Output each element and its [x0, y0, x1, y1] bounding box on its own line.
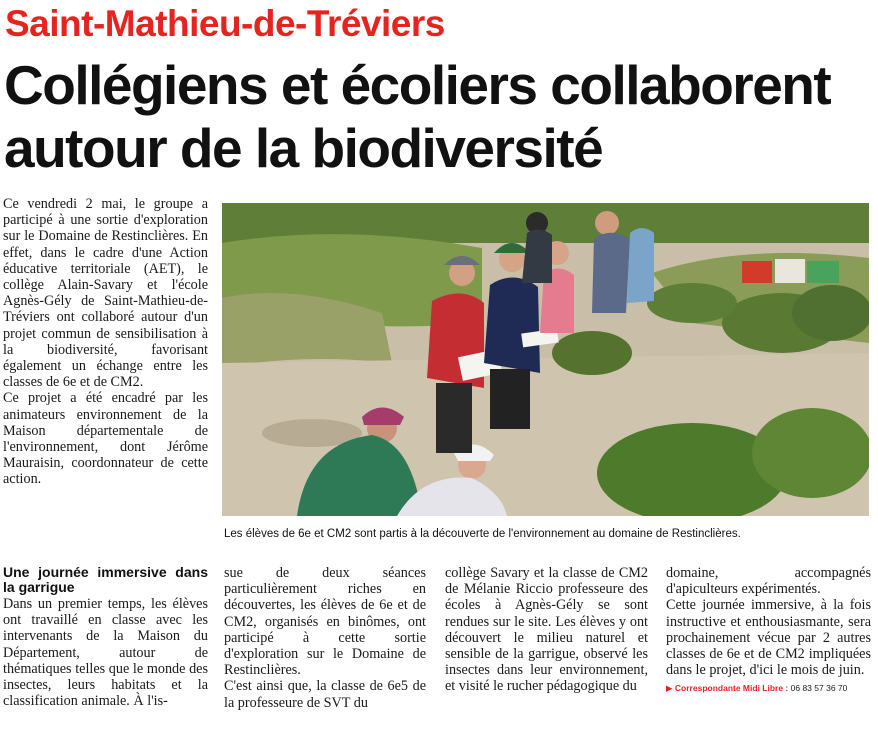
subheading: Une journée immersive dans la garrigue: [3, 564, 208, 595]
photo-caption: Les élèves de 6e et CM2 sont partis à la découverte de l'environnement au domaine de Restinclières.: [224, 528, 741, 540]
headline-line-2: autour de la biodiversité: [4, 117, 603, 179]
column-1-text: Dans un premier temps, les élèves ont travaillé en classe avec les intervenants de la Maison du Département, autour de thématiques telles que le monde des insectes, leurs habitats et la classification animale. À l'is-: [3, 596, 208, 710]
column-3-text: collège Savary et la classe de CM2 de Mélanie Riccio professeure des écoles à Agnès-Gély se sont rendues sur le site. Les élèves y ont découvert le milieu naturel et sensible de la garrigue, observé les insectes dans leur environnement, et visité le rucher pédagogique du: [445, 565, 648, 695]
intro-column: [3, 196, 208, 488]
signature-phone: 06 83 57 36 70: [790, 683, 848, 694]
column-2-paragraph-1: sue de deux séances particulièrement riches en découvertes, les élèves de 6e et de CM2, organisés en binômes, ont participé à cette sortie d'exploration sur le Domaine de Restinclières.: [224, 565, 426, 679]
triangle-arrow-icon: ▶: [666, 683, 673, 694]
column-1-bottom: [3, 565, 208, 709]
column-4-paragraph-2: Cette journée immersive, à la fois instructive et enthousiasmante, sera prochainement vécue par 2 autres classes de 6e et de CM2 impliquées dans le projet, d'ici le mois de juin.: [666, 597, 871, 679]
column-4-paragraph-1: domaine, accompagnés d'apiculteurs expérimentés.: [666, 565, 871, 598]
kicker-location: Saint-Mathieu-de-Tréviers: [5, 3, 445, 44]
column-3: [445, 565, 648, 695]
headline-line-1: Collégiens et écoliers collaborent: [4, 54, 831, 116]
signature-label: Correspondante Midi Libre :: [674, 683, 789, 694]
intro-paragraph-2: Ce projet a été encadré par les animateurs environnement de la Maison départementale de l'environnement, dont Jérôme Mauraisin, coordonnateur de cette action.: [3, 390, 208, 488]
intro-paragraph-1: Ce vendredi 2 mai, le groupe a participé à une sortie d'exploration sur le Domaine de Restinclières. En effet, dans le cadre d'une Action éducative territoriale (AET), le collège Alain-Savary et l'école Agnès-Gély de Saint-Mathieu-de-Tréviers ont collaboré autour d'un projet commun de sensibilisation à la biodiversité, favorisant également un échange entre les classes de 6e et de CM2.: [3, 196, 208, 391]
column-2: [224, 565, 426, 711]
headline: [4, 54, 874, 180]
column-4: [666, 565, 871, 694]
article-photo: [222, 203, 869, 516]
column-2-paragraph-2: C'est ainsi que, la classe de 6e5 de la professeure de SVT du: [224, 678, 426, 711]
correspondent-signature: [666, 682, 871, 694]
photo-children-garrigue: [222, 203, 869, 516]
